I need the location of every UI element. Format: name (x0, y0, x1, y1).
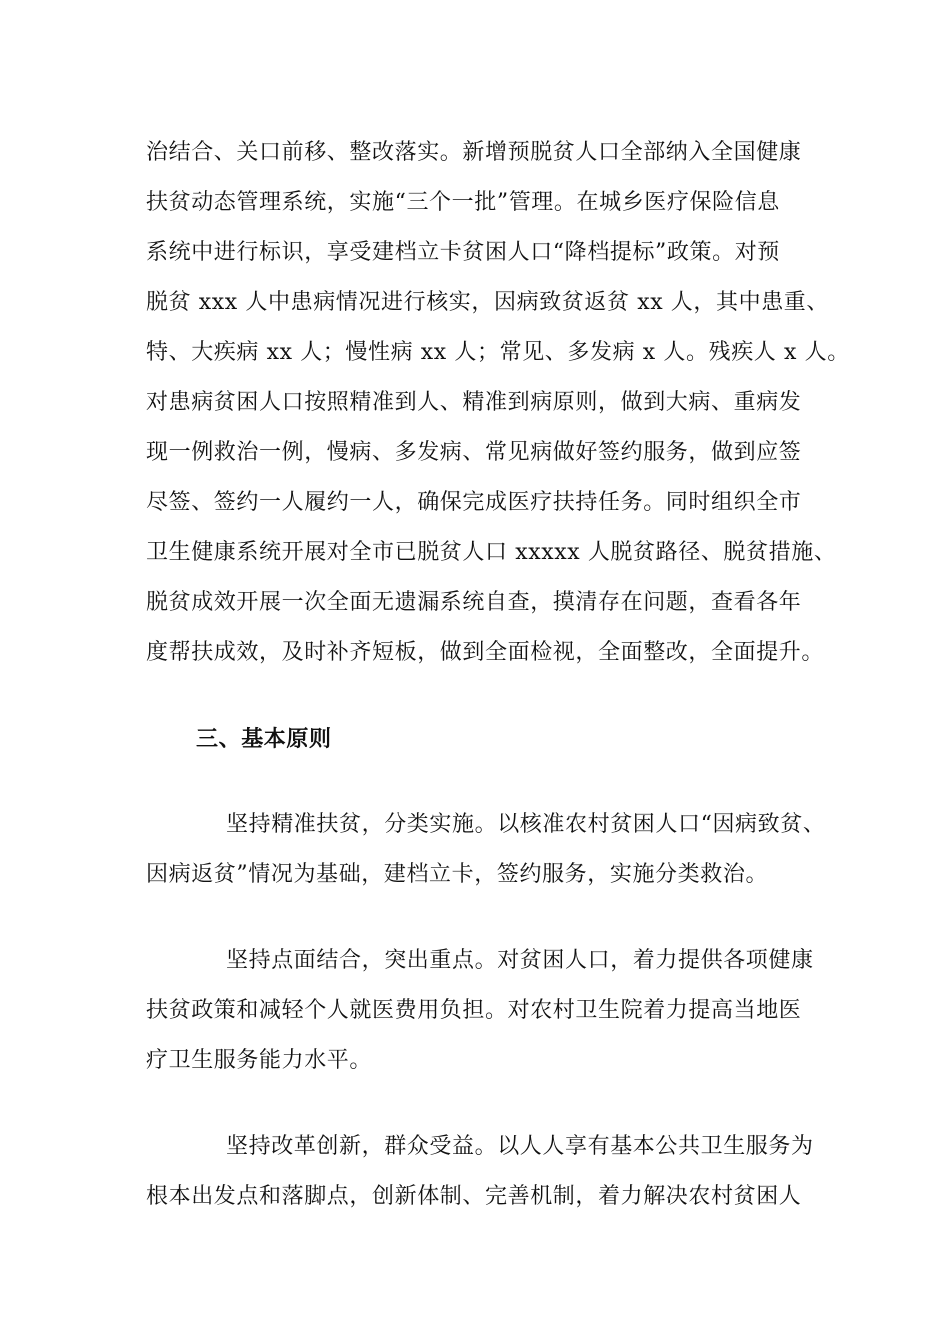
paragraph-line: 坚持改革创新，群众受益。以人人享有基本公共卫生服务为 (226, 1134, 814, 1159)
paragraph-line: 治结合、关口前移、整改落实。新增预脱贫人口全部纳入全国健康 (146, 140, 802, 165)
paragraph-1 (146, 128, 850, 678)
paragraph-line: 坚持精准扶贫，分类实施。以核准农村贫困人口“因病致贫、 (226, 812, 826, 837)
spacer (146, 900, 836, 936)
paragraph-line: 脱贫 xxx 人中患病情况进行核实，因病致贫返贫 xx 人，其中患重、 (146, 290, 830, 315)
paragraph-4 (146, 1122, 836, 1222)
paragraph-line: 现一例救治一例，慢病、多发病、常见病做好签约服务，做到应签 (146, 440, 802, 465)
paragraph-2 (146, 800, 836, 900)
paragraph-line: 脱贫成效开展一次全面无遗漏系统自查，摸清存在问题，查看各年 (146, 590, 802, 615)
paragraph-line: 疗卫生服务能力水平。 (146, 1048, 373, 1073)
paragraph-line: 因病返贫”情况为基础，建档立卡，签约服务，实施分类救治。 (146, 862, 769, 887)
section-heading: 三、基本原则 (196, 726, 332, 752)
paragraph-line: 扶贫动态管理系统，实施“三个一批”管理。在城乡医疗保险信息 (146, 190, 780, 215)
document-page (146, 128, 850, 1222)
spacer (146, 1086, 836, 1122)
paragraph-line: 特、大疾病 xx 人；慢性病 xx 人；常见、多发病 x 人。残疾人 x 人。 (146, 340, 850, 365)
paragraph-line: 系统中进行标识，享受建档立卡贫困人口“降档提标”政策。对预 (146, 240, 780, 265)
paragraph-line: 卫生健康系统开展对全市已脱贫人口 xxxxx 人脱贫路径、脱贫措施、 (146, 540, 837, 565)
paragraph-line: 根本出发点和落脚点，创新体制、完善机制，着力解决农村贫困人 (146, 1184, 802, 1209)
paragraph-line: 度帮扶成效，及时补齐短板，做到全面检视，全面整改，全面提升。 (146, 640, 825, 665)
paragraph-3 (146, 936, 836, 1086)
paragraph-line: 尽签、签约一人履约一人，确保完成医疗扶持任务。同时组织全市 (146, 490, 802, 515)
spacer (146, 678, 836, 714)
spacer (146, 764, 836, 800)
paragraph-line: 扶贫政策和减轻个人就医费用负担。对农村卫生院着力提高当地医 (146, 998, 802, 1023)
paragraph-line: 坚持点面结合，突出重点。对贫困人口，着力提供各项健康 (226, 948, 814, 973)
paragraph-line: 对患病贫困人口按照精准到人、精准到病原则，做到大病、重病发 (146, 390, 802, 415)
